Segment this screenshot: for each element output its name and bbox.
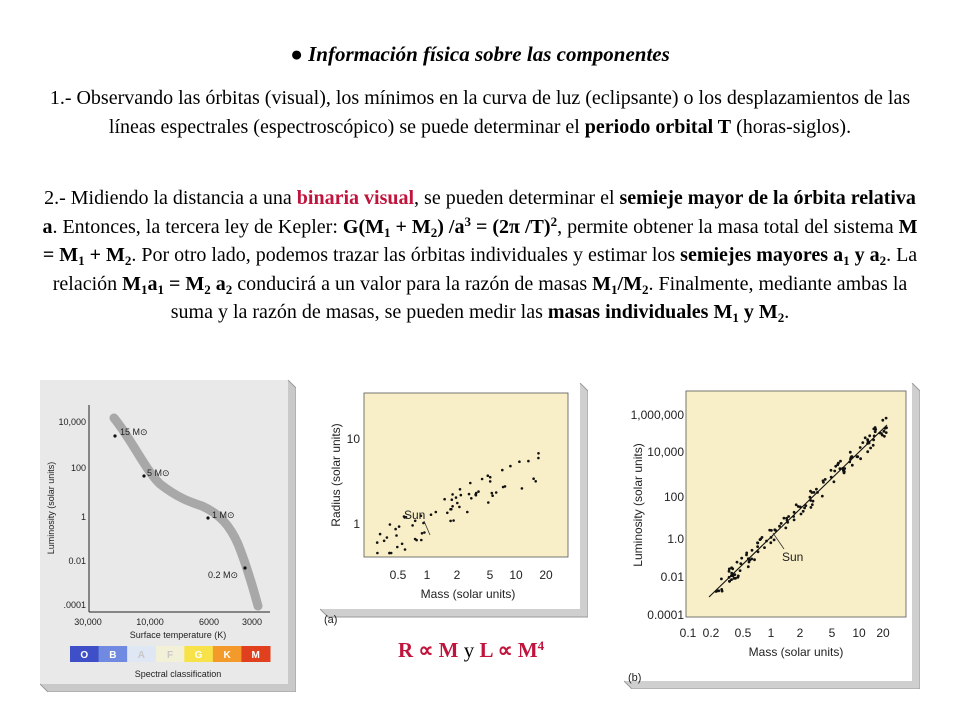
- data-point: [765, 540, 768, 543]
- spectral-class-letter: O: [80, 650, 89, 661]
- data-point: [404, 548, 407, 551]
- data-point: [446, 512, 449, 515]
- data-point: [491, 494, 494, 497]
- data-point: [866, 450, 869, 453]
- b-ytick: 1.0: [667, 532, 684, 546]
- b-ytick: 1,000,000: [630, 408, 684, 422]
- data-point: [458, 506, 461, 509]
- data-point: [830, 476, 833, 479]
- hr-star-point: [243, 566, 246, 569]
- data-point: [751, 549, 754, 552]
- data-point: [460, 494, 463, 497]
- data-point: [778, 525, 781, 528]
- data-point: [803, 507, 806, 510]
- data-point: [469, 482, 472, 485]
- data-point: [797, 505, 800, 508]
- data-point: [521, 487, 524, 490]
- data-point: [730, 574, 733, 577]
- data-point: [878, 432, 881, 435]
- hr-xtick: 6000: [198, 617, 220, 627]
- data-point: [830, 469, 833, 472]
- data-point: [839, 460, 842, 463]
- hr-xtick: 30,000: [74, 617, 102, 627]
- data-point: [537, 452, 540, 455]
- data-point: [786, 521, 789, 524]
- data-point: [487, 501, 490, 504]
- hr-xtick: 3000: [241, 617, 263, 627]
- data-point: [763, 546, 766, 549]
- data-point: [435, 511, 438, 514]
- data-point: [864, 436, 867, 439]
- paragraph-1: 1.- Observando las órbitas (visual), los mínimos en la curva de luz (eclipsante) o los desplazamientos de las líneas espectrales (espectroscópico) se puede determinar el periodo orbital T (horas-siglos).: [49, 87, 911, 138]
- data-point: [430, 513, 433, 516]
- spectral-class-letter: M: [251, 650, 260, 661]
- hr-ytick: 10,000: [58, 417, 86, 427]
- data-point: [861, 441, 864, 444]
- radius-mass-figure: [320, 383, 588, 631]
- hr-mass-label: 5 M⊙: [147, 468, 170, 478]
- data-point: [443, 498, 446, 501]
- data-point: [401, 543, 404, 546]
- data-point: [383, 540, 386, 543]
- kepler-formula: $G(M_1 + M_2) /a^3 = (2\pi$ /T)$^2$: [342, 213, 558, 240]
- data-point: [811, 491, 814, 494]
- data-point: [769, 541, 772, 544]
- b-xtick: 5: [828, 626, 836, 640]
- a-ylabel: Radius (solar units): [329, 423, 343, 527]
- data-point: [449, 520, 452, 523]
- data-point: [390, 552, 393, 555]
- a-xtick: 0.5: [389, 568, 407, 582]
- data-point: [866, 438, 869, 441]
- data-point: [451, 498, 454, 501]
- hr-star-point: [206, 516, 209, 519]
- hr-ytick: 0.01: [68, 556, 86, 566]
- data-point: [728, 576, 731, 579]
- data-point: [728, 580, 731, 583]
- section-title: ● Información física sobre las componentes: [290, 42, 670, 66]
- data-point: [475, 494, 478, 497]
- b-xtick: 0.5: [734, 626, 752, 640]
- data-point: [849, 451, 852, 454]
- b-xtick: 10: [852, 626, 866, 640]
- b-xtick: 0.2: [702, 626, 720, 640]
- data-point: [451, 505, 454, 508]
- data-point: [881, 419, 884, 422]
- data-point: [848, 461, 851, 464]
- data-point: [841, 467, 844, 470]
- data-point: [873, 435, 876, 438]
- a-xtick: 1: [423, 568, 431, 582]
- data-point: [874, 430, 877, 433]
- data-point: [821, 495, 824, 498]
- data-point: [489, 480, 492, 483]
- hr-star-point: [142, 474, 145, 477]
- data-point: [872, 444, 875, 447]
- hr-ytick: 1: [80, 512, 86, 522]
- data-point: [518, 460, 521, 463]
- data-point: [759, 538, 762, 541]
- b-xtick: 1: [767, 626, 775, 640]
- hr-xtick: 10,000: [136, 617, 164, 627]
- data-point: [811, 503, 814, 506]
- data-point: [850, 455, 853, 458]
- data-point: [809, 499, 812, 502]
- binaria-visual-term: binaria visual: [296, 187, 415, 209]
- data-point: [793, 511, 796, 514]
- data-point: [721, 590, 724, 593]
- b-xtick: 0.1: [679, 626, 697, 640]
- data-point: [411, 524, 414, 527]
- data-point: [452, 519, 455, 522]
- a-ytick: 10: [346, 432, 360, 446]
- data-point: [783, 517, 786, 520]
- data-point: [449, 508, 452, 511]
- data-point: [420, 539, 423, 542]
- data-point: [851, 464, 854, 467]
- data-point: [489, 476, 492, 479]
- spectral-class-letter: G: [194, 650, 203, 661]
- data-point: [748, 561, 751, 564]
- data-point: [501, 469, 504, 472]
- data-point: [532, 477, 535, 480]
- data-point: [809, 496, 812, 499]
- data-point: [753, 558, 756, 561]
- data-point: [470, 497, 473, 500]
- a-xtick: 2: [453, 568, 461, 582]
- scaling-relations: R ∝ M y $L \propto M^4$: [398, 638, 545, 662]
- sun-label-b: Sun: [782, 550, 804, 564]
- hr-star-point: [113, 434, 116, 437]
- a-ytick: 1: [353, 517, 360, 531]
- hr-mass-label: 0.2 M⊙: [208, 570, 239, 580]
- luminosity-mass-figure: [624, 383, 920, 689]
- data-point: [859, 457, 862, 460]
- data-point: [868, 434, 871, 437]
- data-point: [885, 417, 888, 420]
- data-point: [739, 569, 742, 572]
- data-point: [456, 502, 459, 505]
- data-point: [833, 470, 836, 473]
- data-point: [379, 533, 382, 536]
- data-point: [885, 431, 888, 434]
- hr-mass-label: 1 M⊙: [212, 510, 235, 520]
- spectral-class-letter: A: [137, 650, 146, 661]
- data-point: [757, 550, 760, 553]
- data-point: [816, 491, 819, 494]
- data-point: [394, 528, 397, 531]
- data-point: [477, 490, 480, 493]
- data-point: [874, 426, 877, 429]
- data-point: [534, 480, 537, 483]
- data-point: [822, 481, 825, 484]
- data-point: [859, 446, 862, 449]
- a-xtick: 10: [509, 568, 523, 582]
- b-ylabel: Luminosity (solar units): [631, 443, 645, 567]
- data-point: [747, 565, 750, 568]
- spectral-class-letter: K: [223, 650, 231, 661]
- data-point: [414, 538, 417, 541]
- data-point: [487, 474, 490, 477]
- spectral-class-letter: B: [109, 650, 117, 661]
- data-point: [740, 557, 743, 560]
- spectral-label: Spectral classification: [134, 669, 222, 679]
- data-point: [495, 491, 498, 494]
- data-point: [527, 460, 530, 463]
- hr-diagram-figure: [40, 380, 296, 692]
- hr-ytick: 100: [70, 463, 86, 473]
- data-point: [773, 539, 776, 542]
- data-point: [376, 541, 379, 544]
- data-point: [386, 536, 389, 539]
- data-point: [815, 488, 818, 491]
- data-point: [780, 522, 783, 525]
- hr-ytick: .0001: [63, 600, 86, 610]
- data-point: [837, 462, 840, 465]
- b-ytick: 0.0001: [647, 608, 684, 622]
- data-point: [834, 465, 837, 468]
- a-xtick: 20: [539, 568, 553, 582]
- data-point: [869, 447, 872, 450]
- paragraph-2: 2.- Midiendo la distancia a una binaria visual, se pueden determinar el semieje mayor de la órbita relativa a. Entonces, la tercera ley de Kepler: $G(M_1 + M_2) /a^3 = (2\pi$ /T)$^2$, permite obtener la masa total del sistema $M = M_1 + M_2$. Por otro lado, podemos trazar las órbitas individuales y estimar los semiejes mayores $a_1$ y $a_2$. La relación $M_1a_1 = M_2$ $a_2$ conducirá a un valor para la razón de masas $M_1/M_2$. Finalmente, mediante ambas la suma y la razón de masas, se pueden medir las masas individuales $M_1$ y $M_2$.: [42, 187, 918, 325]
- hr-ylabel: Luminosity (solar units): [46, 461, 56, 555]
- data-point: [736, 561, 739, 564]
- b-ytick: 100: [663, 490, 684, 504]
- sun-label-a: Sun: [404, 508, 426, 522]
- data-point: [728, 570, 731, 573]
- data-point: [737, 576, 740, 579]
- data-point: [872, 439, 875, 442]
- data-point: [733, 577, 736, 580]
- hr-xlabel: Surface temperature (K): [129, 630, 227, 640]
- panel-label-b: (b): [628, 672, 642, 684]
- data-point: [885, 426, 888, 429]
- data-point: [770, 536, 773, 539]
- data-point: [728, 568, 731, 571]
- data-point: [459, 488, 462, 491]
- panel-label-a: (a): [324, 614, 338, 626]
- data-point: [745, 554, 748, 557]
- data-point: [509, 465, 512, 468]
- data-point: [398, 525, 401, 528]
- b-ytick: 10,000: [647, 445, 684, 459]
- data-point: [423, 531, 426, 534]
- data-point: [730, 572, 733, 575]
- data-point: [774, 529, 777, 532]
- data-point: [389, 523, 392, 526]
- data-point: [761, 536, 764, 539]
- data-point: [793, 519, 796, 522]
- data-point: [451, 493, 454, 496]
- data-point: [756, 545, 759, 548]
- a-xlabel: Mass (solar units): [420, 587, 516, 601]
- data-point: [491, 492, 494, 495]
- data-point: [800, 513, 803, 516]
- data-point: [468, 493, 471, 496]
- data-point: [395, 534, 398, 537]
- data-point: [784, 527, 787, 530]
- data-point: [376, 552, 379, 555]
- b-xtick: 20: [876, 626, 890, 640]
- b-xtick: 2: [796, 626, 804, 640]
- data-point: [802, 510, 805, 513]
- data-point: [396, 546, 399, 549]
- data-point: [466, 511, 469, 514]
- data-point: [843, 470, 846, 473]
- b-xlabel: Mass (solar units): [748, 645, 844, 659]
- data-point: [715, 590, 718, 593]
- data-point: [856, 455, 859, 458]
- data-point: [502, 486, 505, 489]
- data-point: [756, 542, 759, 545]
- data-point: [883, 435, 886, 438]
- data-point: [733, 573, 736, 576]
- data-point: [421, 532, 424, 535]
- data-point: [768, 529, 771, 532]
- data-point: [833, 480, 836, 483]
- data-point: [481, 478, 484, 481]
- spectral-class-letter: F: [166, 650, 174, 661]
- a-xtick: 5: [486, 568, 494, 582]
- data-point: [537, 457, 540, 460]
- data-point: [810, 506, 813, 509]
- data-point: [792, 515, 795, 518]
- data-point: [455, 496, 458, 499]
- hr-mass-label: 15 M⊙: [120, 427, 148, 437]
- data-point: [720, 578, 723, 581]
- spectral-classification-bar: [70, 646, 271, 662]
- data-point: [839, 467, 842, 470]
- data-point: [739, 562, 742, 565]
- data-point: [731, 567, 734, 570]
- b-ytick: 0.01: [660, 570, 684, 584]
